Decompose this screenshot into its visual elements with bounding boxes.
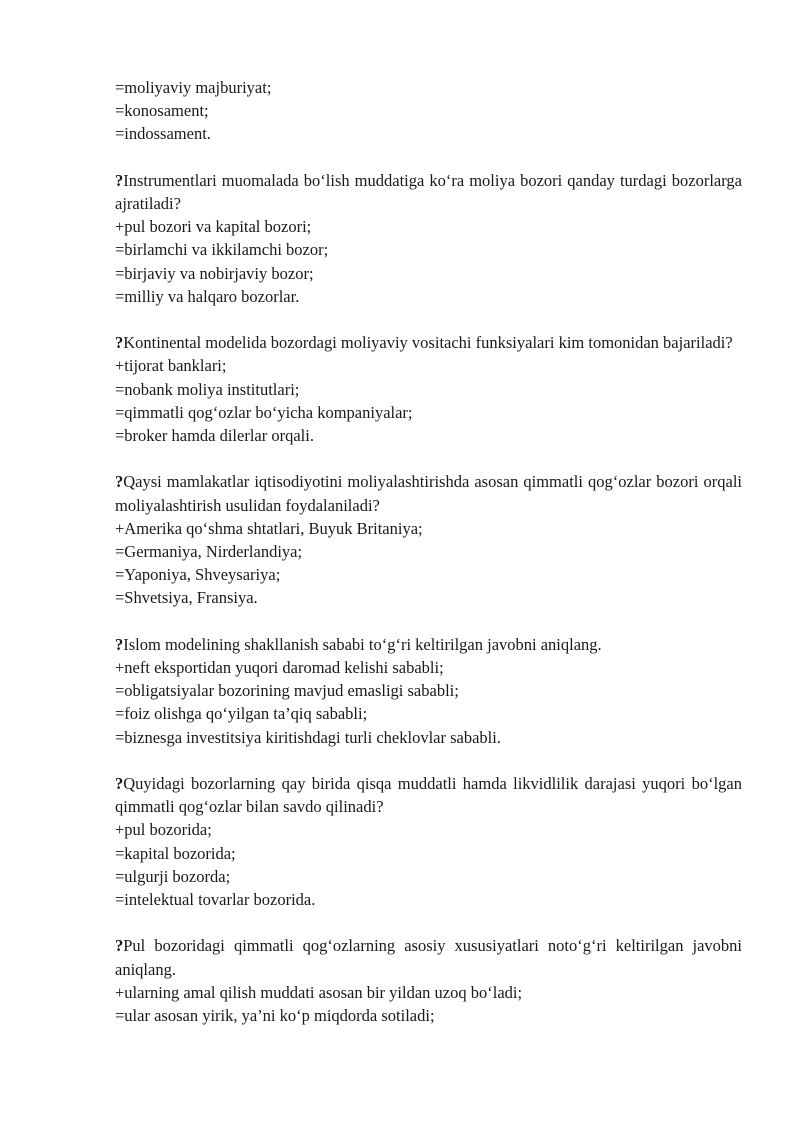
answer-option: =Yaponiya, Shveysariya; <box>115 565 281 585</box>
answer-option: =indossament. <box>115 124 211 144</box>
document-page <box>115 76 742 1027</box>
answer-option: =intelektual tovarlar bozorida. <box>115 890 316 910</box>
answer-option: =nobank moliya institutlari; <box>115 379 300 399</box>
answer-option: =birlamchi va ikkilamchi bozor; <box>115 240 329 260</box>
answer-option: =qimmatli qog‘ozlar bo‘yicha kompaniyalar; <box>115 402 413 422</box>
question-mark: ? <box>115 774 124 794</box>
answer-option-correct: +Amerika qo‘shma shtatlari, Buyuk Britaniya; <box>115 518 423 538</box>
spacer <box>115 911 742 934</box>
answer-option: =biznesga investitsiya kiritishdagi turli cheklovlar sababli. <box>115 727 501 747</box>
question-block <box>115 633 742 749</box>
answer-option-correct: +pul bozorida; <box>115 820 212 840</box>
question-block <box>115 169 742 308</box>
spacer <box>115 146 742 169</box>
answer-option: =Germaniya, Nirderlandiya; <box>115 542 303 562</box>
spacer <box>115 447 742 470</box>
spacer <box>115 610 742 633</box>
question-text: ?Pul bozoridagi qimmatli qog‘ozlarning asosiy xususiyatlari noto‘g‘ri keltirilgan javobni aniqlang. <box>115 936 742 979</box>
answer-option: =ular asosan yirik, ya’ni ko‘p miqdorda sotiladi; <box>115 1006 435 1026</box>
question-mark: ? <box>115 936 124 956</box>
answer-option-correct: +ularning amal qilish muddati asosan bir yildan uzoq bo‘ladi; <box>115 982 523 1002</box>
answer-option: =ulgurji bozorda; <box>115 866 231 886</box>
question-text: ?Qaysi mamlakatlar iqtisodiyotini moliyalashtirishda asosan qimmatli qog‘ozlar bozori orqali moliyalashtirish usulidan foydalaniladi? <box>115 472 742 515</box>
question-block <box>115 772 742 911</box>
answer-option: =broker hamda dilerlar orqali. <box>115 426 314 446</box>
question-mark: ? <box>115 333 124 353</box>
spacer <box>115 749 742 772</box>
question-block <box>115 934 742 1027</box>
question-text: ?Kontinental modelida bozordagi moliyaviy vositachi funksiyalari kim tomonidan bajariladi? <box>115 333 733 353</box>
question-text: ?Instrumentlari muomalada bo‘lish muddatiga ko‘ra moliya bozori qanday turdagi bozorlarga ajratiladi? <box>115 170 742 213</box>
answer-option: =Shvetsiya, Fransiya. <box>115 588 258 608</box>
question-text: ?Quyidagi bozorlarning qay birida qisqa muddatli hamda likvidlilik darajasi yuqori bo‘lgan qimmatli qog‘ozlar bilan savdo qilinadi? <box>115 774 742 817</box>
answer-option: =obligatsiyalar bozorining mavjud emasligi sababli; <box>115 681 459 701</box>
answer-option: =milliy va halqaro bozorlar. <box>115 286 300 306</box>
answer-option: =kapital bozorida; <box>115 843 236 863</box>
question-mark: ? <box>115 472 124 492</box>
question-mark: ? <box>115 170 124 190</box>
answer-option: =konosament; <box>115 101 209 121</box>
spacer <box>115 308 742 331</box>
question-block <box>115 470 742 609</box>
question-block <box>115 331 742 447</box>
answer-option-correct: +neft eksportidan yuqori daromad kelishi sababli; <box>115 658 444 678</box>
top-options <box>115 76 742 146</box>
question-text: ?Islom modelining shakllanish sababi to‘g‘ri keltirilgan javobni aniqlang. <box>115 634 602 654</box>
answer-option-correct: +tijorat banklari; <box>115 356 227 376</box>
answer-option: =birjaviy va nobirjaviy bozor; <box>115 263 314 283</box>
answer-option: =foiz olishga qo‘yilgan ta’qiq sababli; <box>115 704 368 724</box>
answer-option: =moliyaviy majburiyat; <box>115 78 272 97</box>
question-mark: ? <box>115 634 124 654</box>
answer-option-correct: +pul bozori va kapital bozori; <box>115 217 312 237</box>
